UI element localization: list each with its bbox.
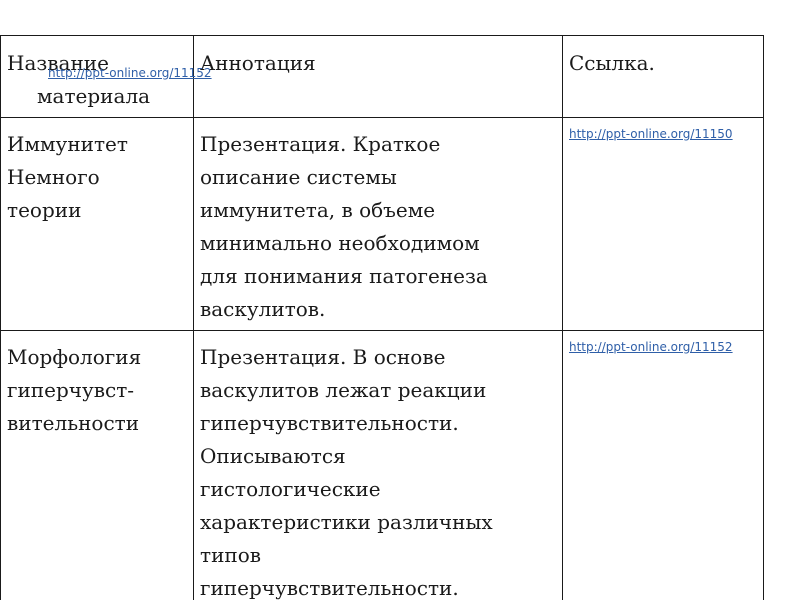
row-1-annotation-line: Презентация. Краткое: [200, 132, 441, 156]
header-annotation-label: Аннотация: [200, 51, 316, 75]
row-2-annotation-line: Описываются: [200, 444, 346, 468]
row-1-annotation-line: описание системы: [200, 165, 397, 189]
row-2-annotation-line: гиперчувствительности.: [200, 576, 459, 600]
row-2-annotation-line: типов: [200, 543, 262, 567]
materials-table: [0, 35, 764, 600]
row-1-annotation-cell: [194, 118, 563, 331]
row-2-annotation-line: гистологические: [200, 477, 381, 501]
row-2-annotation-cell: [194, 331, 563, 600]
row-2-name-line: Морфология: [7, 345, 142, 369]
row-2-annotation-line: гиперчувствительности.: [200, 411, 459, 435]
header-annotation-cell: [194, 36, 563, 118]
row-2-name-line: гиперчувст-: [7, 378, 135, 402]
row-1-annotation: [200, 128, 556, 326]
row-2-name-line: вительности: [7, 411, 140, 435]
row-1-name-line: Немного: [7, 165, 100, 189]
row-2-link[interactable]: http://ppt-online.org/11152: [569, 340, 733, 354]
row-1-annotation-line: васкулитов.: [200, 297, 326, 321]
row-2-annotation-line: характеристики различных: [200, 510, 493, 534]
row-1-annotation-line: иммунитета, в объеме: [200, 198, 436, 222]
row-1-link[interactable]: http://ppt-online.org/11150: [569, 127, 733, 141]
row-1-name-line: Иммунитет: [7, 132, 128, 156]
table-row: [1, 331, 764, 600]
row-1-annotation-line: минимально необходимом: [200, 231, 480, 255]
header-link-cell: [563, 36, 764, 118]
row-1-link-cell: [563, 118, 764, 331]
row-1-name-cell: [1, 118, 194, 331]
row-2-link-cell: [563, 331, 764, 600]
row-2-name-cell: [1, 331, 194, 600]
row-1-name: [7, 128, 187, 227]
row-2-annotation-line: васкулитов лежат реакции: [200, 378, 487, 402]
header-overlay-link[interactable]: http://ppt-online.org/11152: [48, 66, 212, 80]
row-2-name: [7, 341, 187, 440]
row-2-annotation-line: Презентация. В основе: [200, 345, 446, 369]
row-1-annotation-line: для понимания патогенеза: [200, 264, 488, 288]
row-1-name-line: теории: [7, 198, 82, 222]
table-row: [1, 118, 764, 331]
header-name-label: Название материала: [7, 51, 151, 108]
header-link-label: Ссылка.: [569, 51, 655, 75]
row-2-annotation: [200, 341, 556, 600]
